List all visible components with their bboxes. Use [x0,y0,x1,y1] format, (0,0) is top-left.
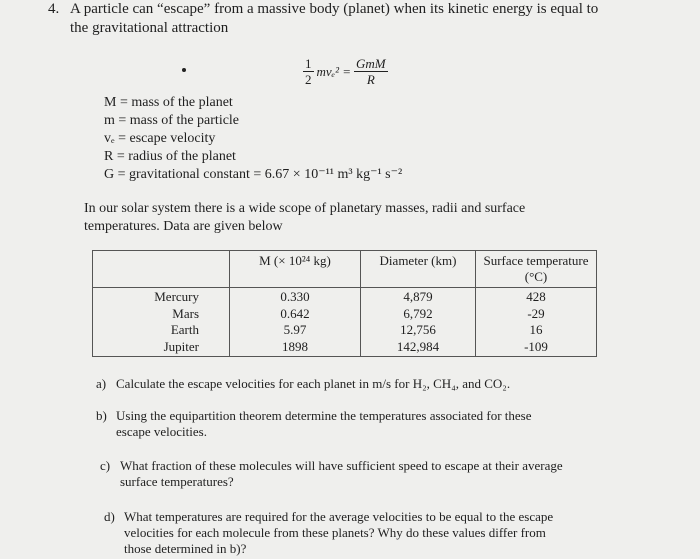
planet-data-table [92,250,597,357]
temperature-value: -109 [524,338,548,354]
question-a-label: a) [96,376,107,391]
question-a-text: Calculate the escape velocities for each planet in m/s for H₂, CH₄, and CO₂. [116,376,511,391]
mass-value: 0.642 [280,305,310,321]
planet-names-cell [93,288,230,357]
question-a [96,376,596,392]
question-line-2: the gravitational attraction [70,20,229,36]
question-c-text-2: surface temperatures? [120,474,234,489]
intro-line-1: In our solar system there is a wide scope of planetary masses, radii and surface [84,201,526,216]
mass-value: 0.330 [280,289,310,304]
mass-values-cell [230,288,361,357]
table-header-row [93,251,597,288]
fraction-denominator: 2 [305,72,312,87]
escape-formula [300,56,391,87]
question-c-text-1: What fraction of these molecules will have sufficient speed to escape at their average [120,458,563,473]
temperature-value: -29 [527,305,545,321]
planet-name: Mars [172,305,199,321]
planet-name: Earth [170,322,199,337]
diameter-value: 142,984 [396,338,440,354]
planet-name: Jupiter [163,338,199,354]
mass-value: 5.97 [283,322,307,337]
question-line-1: A particle can “escape” from a massive body (planet) when its kinetic energy is equal to [70,1,599,17]
definition-item: M = mass of the planet [104,95,233,110]
table-header-blank [93,251,230,288]
fraction-numerator: 1 [305,56,312,71]
question-b-text-2: escape velocities. [116,424,207,439]
question-b-label: b) [96,408,107,423]
intro-paragraph [84,200,574,236]
fraction-gravity [354,56,388,87]
bullet-dot [182,68,186,72]
question-c-label: c) [100,458,111,473]
question-d-text-3: those determined in b)? [124,541,247,556]
gravity-numerator: GmM [356,56,386,71]
question-b [96,408,596,440]
table-header-mass: M (× 10²⁴ kg) [230,251,361,288]
intro-line-2: temperatures. Data are given below [84,219,283,234]
fraction-one-half [303,56,314,87]
question-d-label: d) [104,509,115,524]
definition-item: G = gravitational constant = 6.67 × 10⁻¹¹ m³ kg⁻¹ s⁻² [104,167,403,182]
mass-value: 1898 [282,338,308,354]
definitions-list [104,94,402,184]
definition-item: vₑ = escape velocity [104,131,216,146]
diameter-value: 6,792 [403,305,433,321]
question-c [100,458,600,490]
temperature-values-cell [476,288,597,357]
temperature-value: 16 [529,322,543,337]
temperature-value: 428 [526,289,546,304]
diameter-value: 12,756 [400,322,436,337]
question-d [104,509,604,557]
gravity-denominator: R [366,72,375,87]
question-heading [48,0,678,38]
table-header-diameter: Diameter (km) [361,251,476,288]
kinetic-term: mvₑ² = [316,63,351,79]
question-b-text-1: Using the equipartition theorem determine the temperatures associated for these [116,408,532,423]
question-number: 4. [48,1,60,17]
question-d-text-2: velocities for each molecule from these planets? Why do these values differ from [124,525,546,540]
table-row [93,288,597,357]
table-header-temperature: Surface temperature (°C) [476,251,597,288]
planet-name: Mercury [154,289,199,304]
diameter-values-cell [361,288,476,357]
definition-item: m = mass of the particle [104,113,240,128]
definition-item: R = radius of the planet [104,149,236,164]
question-d-text-1: What temperatures are required for the average velocities to be equal to the escape [124,509,554,524]
diameter-value: 4,879 [403,289,433,304]
